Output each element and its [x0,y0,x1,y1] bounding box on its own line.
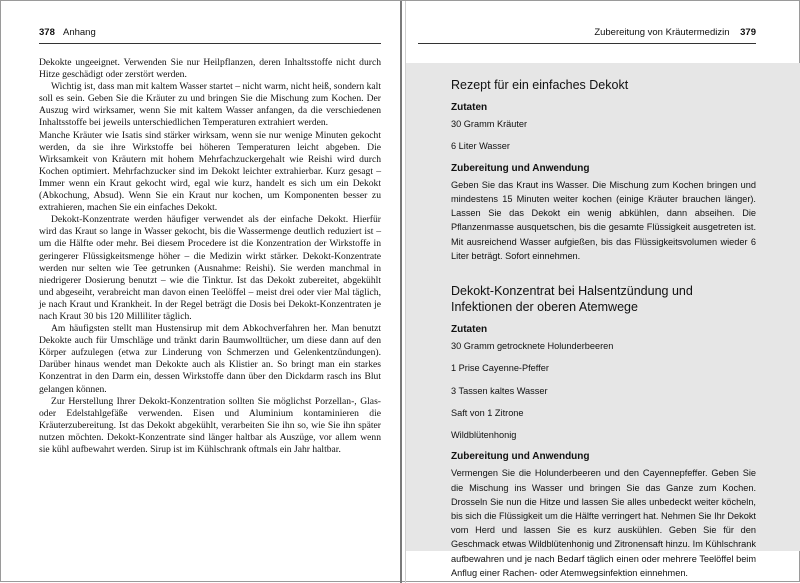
ingredient: Wildblütenhonig [451,430,517,441]
ingredient: 6 Liter Wasser [451,141,510,152]
ingredient: 1 Prise Cayenne-Pfeffer [451,363,549,374]
paragraph: Wichtig ist, dass man mit kaltem Wasser startet – nicht warm, nicht heiß, sondern kalt soll es sein. Geben Sie die Kräuter zu und bringen Sie die Mischung zum Kochen. Der Auszug wird wirksamer, wenn Sie mit kaltem Wasser anfangen, da die verschiedenen Inhaltsstoffe bei jeweils unterschiedlichen Temperaturen extrahiert werden. [39,81,381,129]
paragraph: Dekokte ungeeignet. Verwenden Sie nur Heilpflanzen, deren Inhaltsstoffe nicht durch Hitze geschädigt oder zerstört werden. [39,57,381,81]
method-text: Geben Sie das Kraut ins Wasser. Die Mischung zum Kochen bringen und mindestens 15 Minuten weiter kochen (einige Kräuter brauchen länger). Lassen Sie das Dekokt ein wenig abkühlen, dann abseihen. Die Pflanzenmasse ausquetschen, bis die gesamte Flüssigkeit ausgetreten ist. Mit ausreichend Wasser aufgießen, bis das Flüssigkeitsvolumen wieder 6 Liter beträgt. Sofort einnehmen. [451,179,756,261]
recipe-title: Dekokt-Konzentrat bei Halsentzündung und Infektionen der oberen Atemwege [451,284,693,315]
ingredient: Saft von 1 Zitrone [451,407,524,418]
right-running-head [418,27,756,44]
left-page [1,1,400,583]
ingredient: 3 Tassen kaltes Wasser [451,385,548,396]
recipe-title: Rezept für ein einfaches Dekokt [451,78,629,92]
paragraph: Dekokt-Konzentrate werden häufiger verwendet als der einfache Dekokt. Hierfür wird das Kraut so lange in Wasser gekocht, bis die Wassermenge deutlich reduziert ist – um die Hälfte oder mehr. Bei diesem Procedere ist die Konzentration der Wirkstoffe in geringerer Flüssigkeitsmenge höher – die Medizin wirkt stärker. Dekokt-Konzentrate werden nur selten wie Tee getrunken (Ausnahme: Reishi). Sie werden manchmal in niedrigerer Dosierung benutzt – wie die Tinktur. Ist das Dekokt zubereitet, abgekühlt und abgeseiht, verabreicht man davon einen Teelöffel – meist drei oder vier Mal täglich, je nach Kraut und Krankheit. In der Regel beträgt die Dosis bei Dekokt-Konzentraten je nach Kraut 30 bis 120 Milliliter täglich. [39,214,381,322]
running-head-right: Zubereitung von Kräutermedizin [594,27,730,38]
paragraph: Zur Herstellung Ihrer Dekokt-Konzentration sollten Sie möglichst Porzellan-, Glas- oder Edelstahlgefäße verwenden. Eisen und Aluminium kontaminieren die Kräuterzubereitung. Ist das Dekokt abgekühlt, verarbeiten Sie ihn so, wie Sie ihn später nutzen möchten. Dekokt-Konzentrate sind länger haltbar als Auszüge, vor allem wenn sie kühl aufbewahrt werden. Sirup ist im Kühlschrank oftmals ein Jahr haltbar. [39,395,381,455]
paragraph: Am häufigsten stellt man Hustensirup mit dem Abkochverfahren her. Man benutzt Dekokte auch für Umschläge und tränkt darin Baumwolltücher, um diese dann auf den Körper aufzulegen (etwa zur Linderung von Schmerzen und Gelenkentzündungen). Darüber hinaus wendet man Dekokte auch als Klistier an. So bringt man ein starkes Konzentrat in den Darm ein, dessen Wirkstoffe dann über den Dickdarm rasch ins Blut gelangen können. [39,323,381,395]
gutter-shadow [400,1,402,583]
method-heading: Zubereitung und Anwendung [451,162,590,174]
running-head-left: Anhang [62,27,96,38]
left-body-text [39,57,381,456]
page-number-left: 378 [39,27,55,38]
method-heading: Zubereitung und Anwendung [451,451,590,463]
ingredients-heading: Zutaten [451,324,488,336]
paragraph: Manche Kräuter wie Isatis sind stärker wirksam, wenn sie nur wenige Minuten gekocht werden, da sie ihre Wirkstoffe bei höheren Temperaturen leicht abgeben. Die Wirksamkeit von Kräutern mit hohem Mehrfachzuckergehalt wie Reishi wird durch Kochen optimiert. Mehrfachzucker sind im Dekokt leichter extrahierbar. Kurz gesagt – Immer wenn ein Kraut gekocht wird, egal wie kurz, handelt es sich um ein Dekokt (Abkochung, Absud). Wenn Sie ein Kraut nur kochen, um Komponenten besser zu extrahieren, machen Sie ein einfaches Dekokt. [39,129,381,214]
page-number-right: 379 [740,27,756,38]
ingredients-heading: Zutaten [451,102,488,113]
right-page [406,1,800,583]
ingredient: 30 Gramm Kräuter [451,119,528,130]
recipe-content [451,77,756,580]
ingredient: 30 Gramm getrocknete Holunderbeeren [451,341,614,352]
left-running-head [39,27,381,44]
method-text: Vermengen Sie die Holunderbeeren und den Cayennepfeffer. Geben Sie die Mischung ins Wasser und bringen Sie das Ganze zum Kochen. Drosseln Sie nun die Hitze und lassen Sie alles unbedeckt weiter köcheln, bis sich die Flüssigkeit um die Hälfte verringert hat. Nehmen Sie Ihr Dekokt vom Herd und lassen Sie es kurz auskühlen. Geben Sie für den Geschmack etwas Wildblütenhonig und Zitronensaft hinzu. Im Kühlschrank aufbewahren und je nach Bedarf täglich einen oder mehrere Teelöffel beim Anflug einer Rachen- oder Atemwegsinfektion einnehmen. [451,468,756,578]
